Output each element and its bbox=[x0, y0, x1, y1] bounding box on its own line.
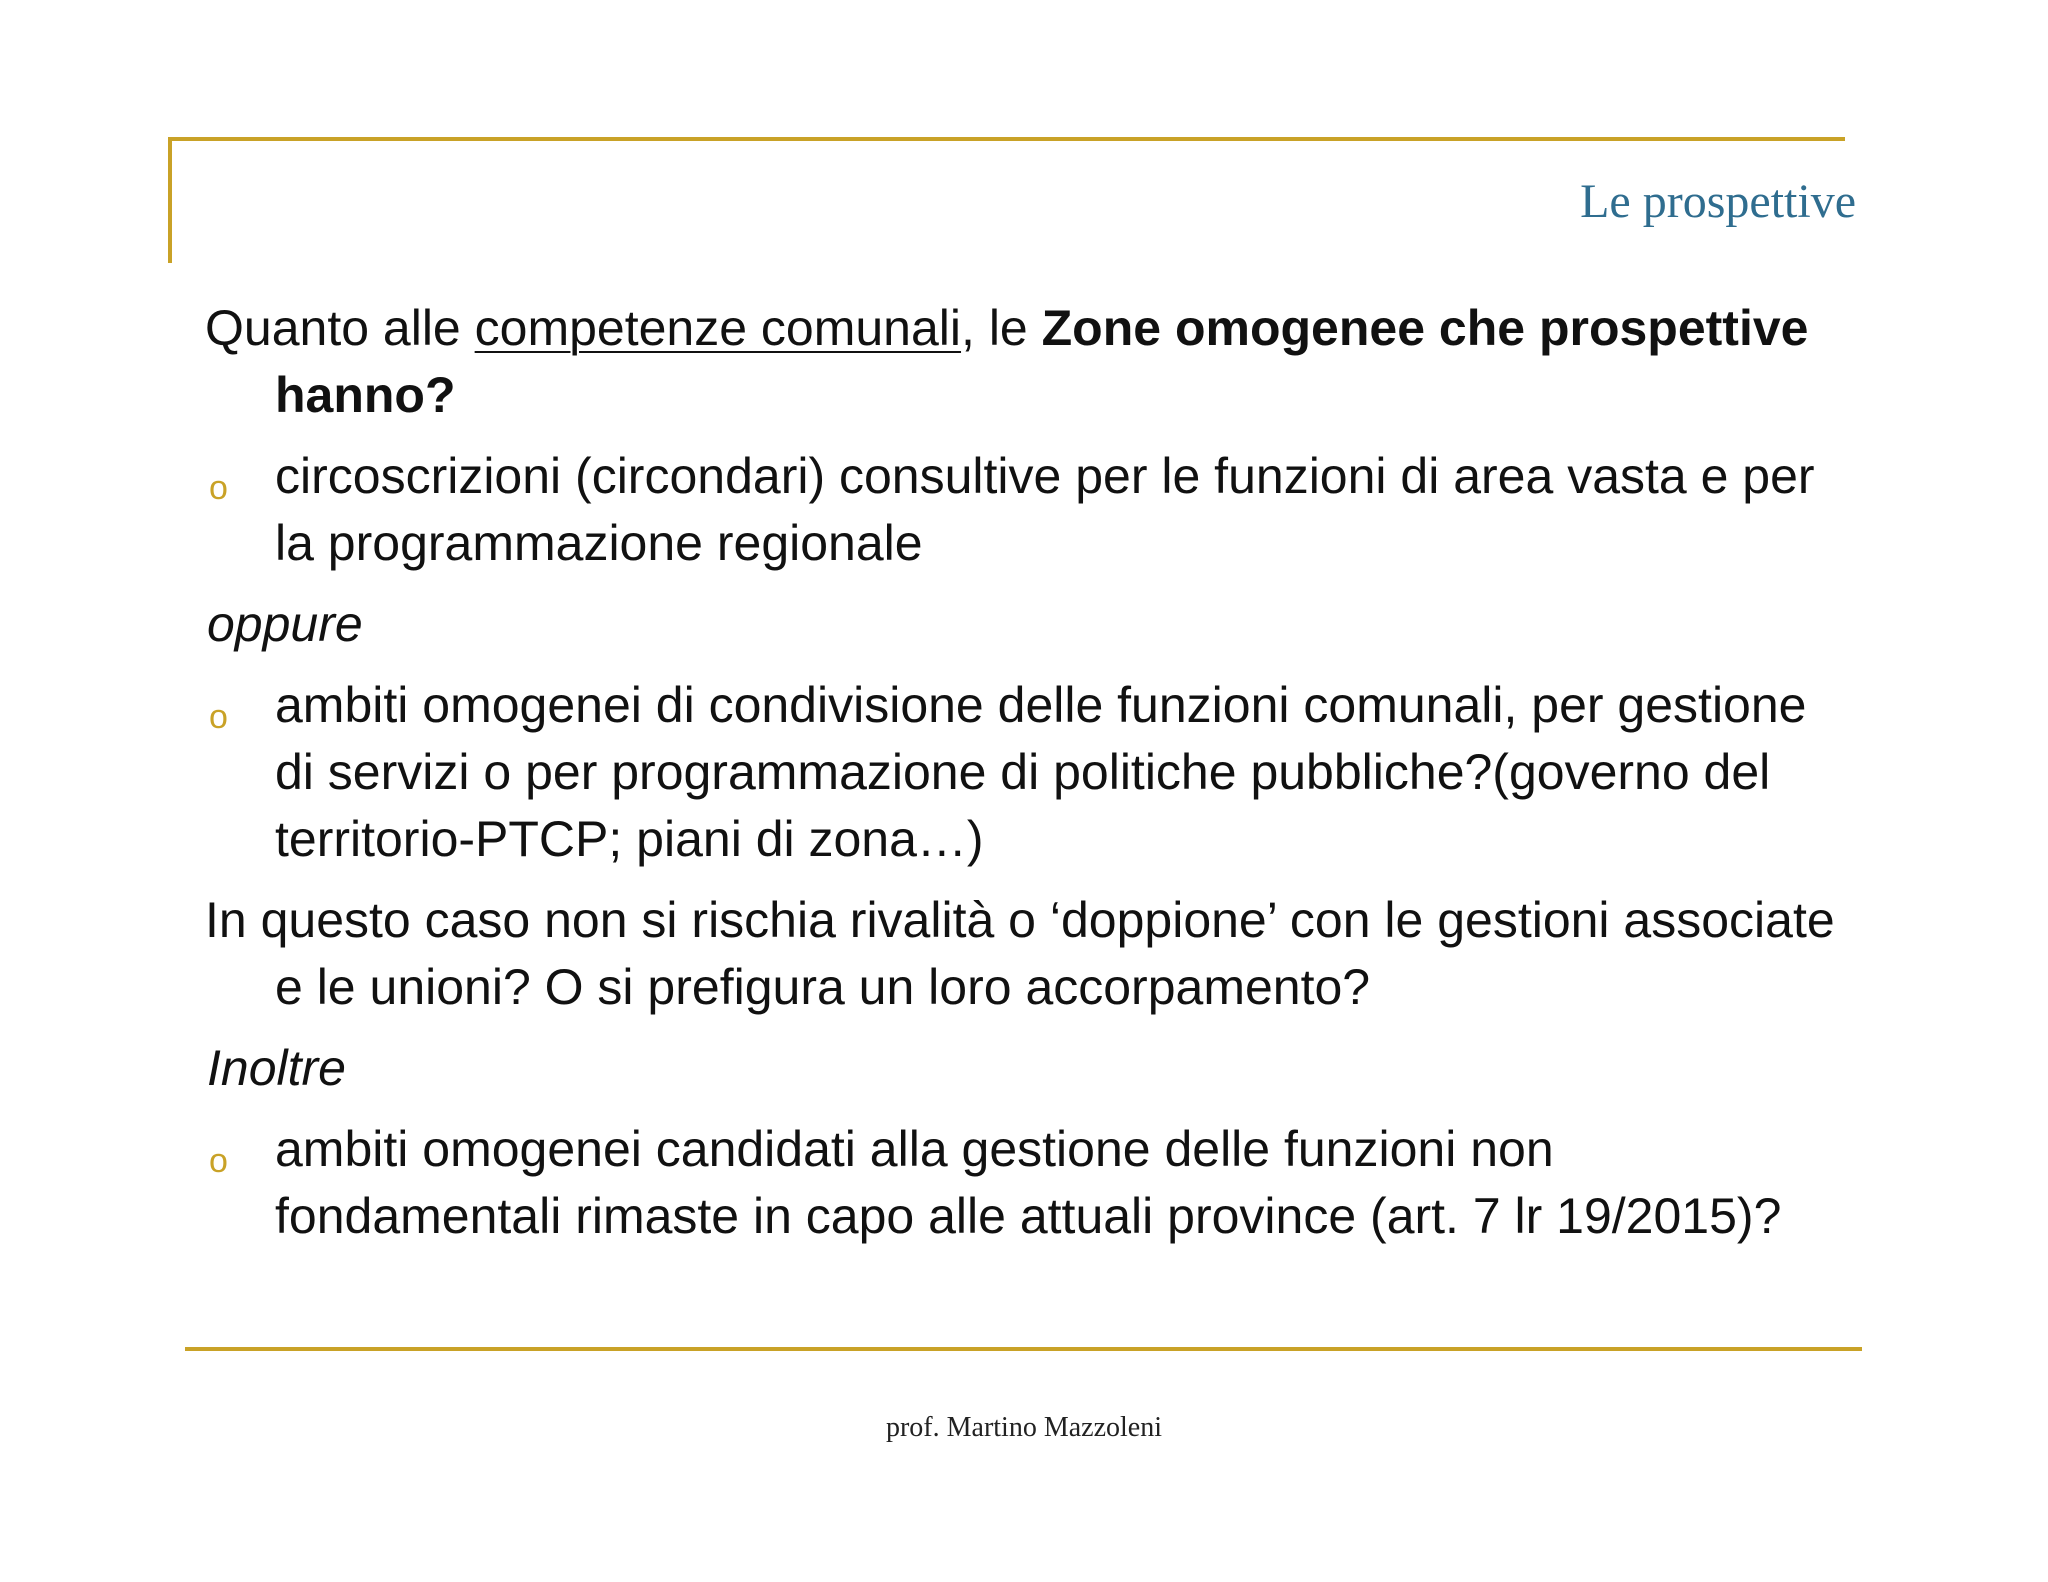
intro-question bbox=[205, 295, 1835, 429]
bullet-item-3 bbox=[205, 1116, 1835, 1250]
intro-bold-question: Zone omogenee che prospettive hanno? bbox=[275, 300, 1809, 423]
bullet-item-1 bbox=[205, 443, 1835, 577]
intro-middle: , le bbox=[961, 300, 1042, 356]
bullet-marker-icon: o bbox=[209, 698, 228, 736]
intro-underlined-term: competenze comunali bbox=[474, 300, 962, 356]
frame-top-rule bbox=[168, 137, 1845, 141]
bullet-marker-icon: o bbox=[209, 469, 228, 507]
intro-prefix: Quanto alle bbox=[205, 300, 475, 356]
frame-bottom-rule bbox=[185, 1347, 1862, 1351]
slide-title: Le prospettive bbox=[1580, 175, 1856, 228]
frame-left-rule bbox=[168, 137, 172, 263]
question-paragraph: In questo caso non si rischia rivalità o ‘doppione’ con le gestioni associate e le unioni? O si prefigura un loro accorpamento? bbox=[205, 892, 1835, 1015]
bullet-marker-icon: o bbox=[209, 1142, 228, 1180]
slide-body bbox=[205, 295, 1835, 1264]
bullet-item-2 bbox=[205, 672, 1835, 873]
connector-oppure: oppure bbox=[207, 596, 363, 652]
bullet-text-2: ambiti omogenei di condivisione delle funzioni comunali, per gestione di servizi o per programmazione di politiche pubbliche?(governo del territorio-PTCP; piani di zona…) bbox=[275, 677, 1807, 867]
slide-footer-author: prof. Martino Mazzoleni bbox=[885, 1412, 1163, 1443]
bullet-text-1: circoscrizioni (circondari) consultive per le funzioni di area vasta e per la programmazione regionale bbox=[275, 448, 1815, 571]
bullet-text-3: ambiti omogenei candidati alla gestione delle funzioni non fondamentali rimaste in capo alle attuali province (art. 7 lr 19/2015)? bbox=[275, 1121, 1782, 1244]
connector-inoltre: Inoltre bbox=[207, 1040, 346, 1096]
